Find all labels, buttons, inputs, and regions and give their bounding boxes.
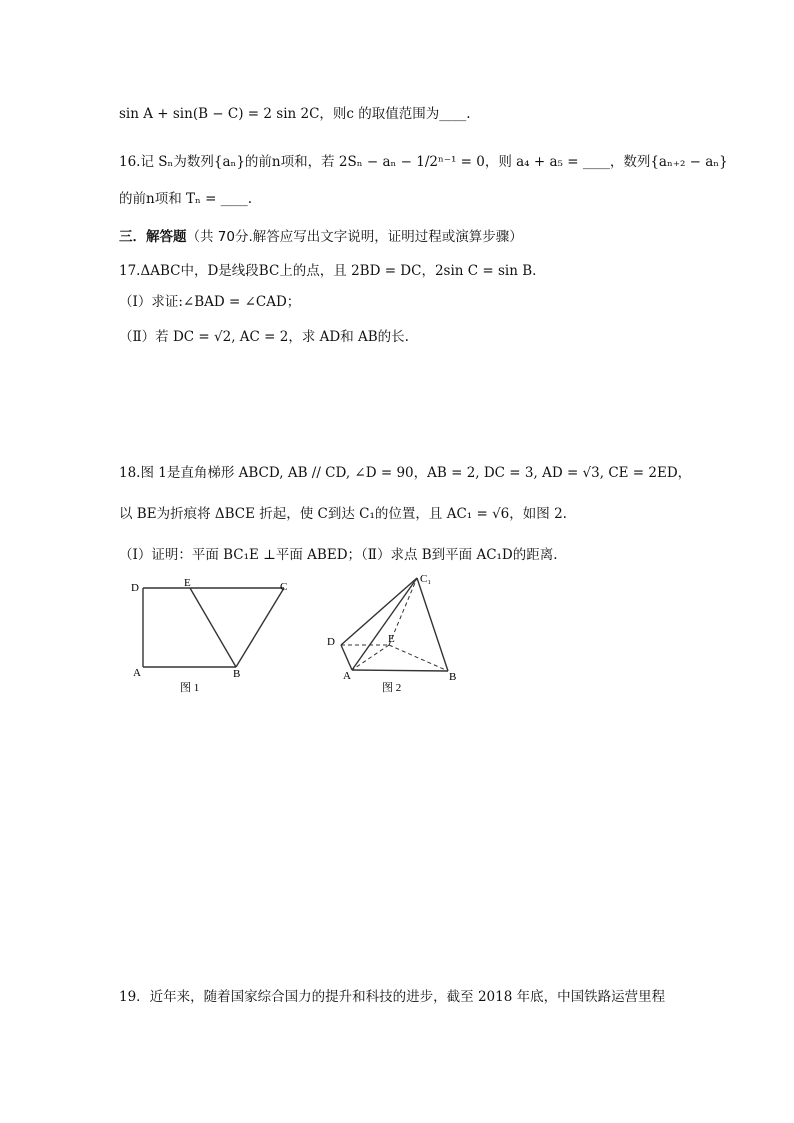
fig1-label-d: D — [131, 582, 139, 594]
fig2-caption: 图 2 — [382, 682, 402, 694]
figure-2-diagram — [318, 570, 468, 695]
problem-18-cont: 以 BE为折痕将 ΔBCE 折起，使 C到达 C₁的位置，且 AC₁ = √6，如图 2. — [119, 506, 567, 522]
section-instructions: （共 70分.解答应写出文字说明，证明过程或演算步骤） — [186, 229, 523, 245]
problem-17: 17.ΔABC中，D是线段BC上的点，且 2BD = DC，2sin C = sin B. — [119, 263, 537, 279]
problem-16: 16.记 Sₙ为数列{aₙ}的前n项和，若 2Sₙ − aₙ − 1/2ⁿ⁻¹ = 0，则 a₄ + a₅ = ____，数列{aₙ₊₂ − aₙ} — [119, 154, 728, 170]
fig1-label-a: A — [133, 667, 141, 679]
section-title: 三．解答题 — [119, 229, 187, 245]
problem-17-part2: （Ⅱ）若 DC = √2, AC = 2，求 AD和 AB的长. — [119, 329, 409, 345]
fig2-label-e: E — [388, 633, 395, 645]
problem-16-cont: 的前n项和 Tₙ = ____. — [119, 191, 253, 207]
figure-2 — [318, 570, 468, 695]
problem-17-part1: （Ⅰ）求证:∠BAD = ∠CAD； — [119, 294, 301, 310]
section-heading — [119, 227, 523, 247]
figure-1 — [125, 574, 305, 699]
figure-1-diagram — [125, 574, 305, 699]
fig1-label-e: E — [184, 577, 191, 589]
fig1-label-b: B — [233, 668, 241, 680]
fig1-label-c: C — [280, 581, 288, 593]
problem-15-tail: sin A + sin(B − C) = 2 sin 2C，则c 的取值范围为____. — [119, 106, 471, 122]
problem-18: 18.图 1是直角梯形 ABCD, AB // CD, ∠D = 90，AB = 2, DC = 3, AD = √3, CE = 2ED， — [119, 465, 692, 481]
problem-19: 19．近年来，随着国家综合国力的提升和科技的进步，截至 2018 年底，中国铁路运营里程 — [119, 989, 666, 1005]
fig2-label-c1: C₁ — [420, 573, 432, 585]
fig2-label-a: A — [343, 670, 351, 682]
fig2-label-d: D — [327, 636, 335, 648]
fig2-label-b: B — [449, 671, 457, 683]
problem-18-parts: （Ⅰ）证明：平面 BC₁E ⊥平面 ABED；（Ⅱ）求点 B到平面 AC₁D的距离. — [119, 547, 558, 563]
fig1-caption: 图 1 — [180, 682, 200, 694]
